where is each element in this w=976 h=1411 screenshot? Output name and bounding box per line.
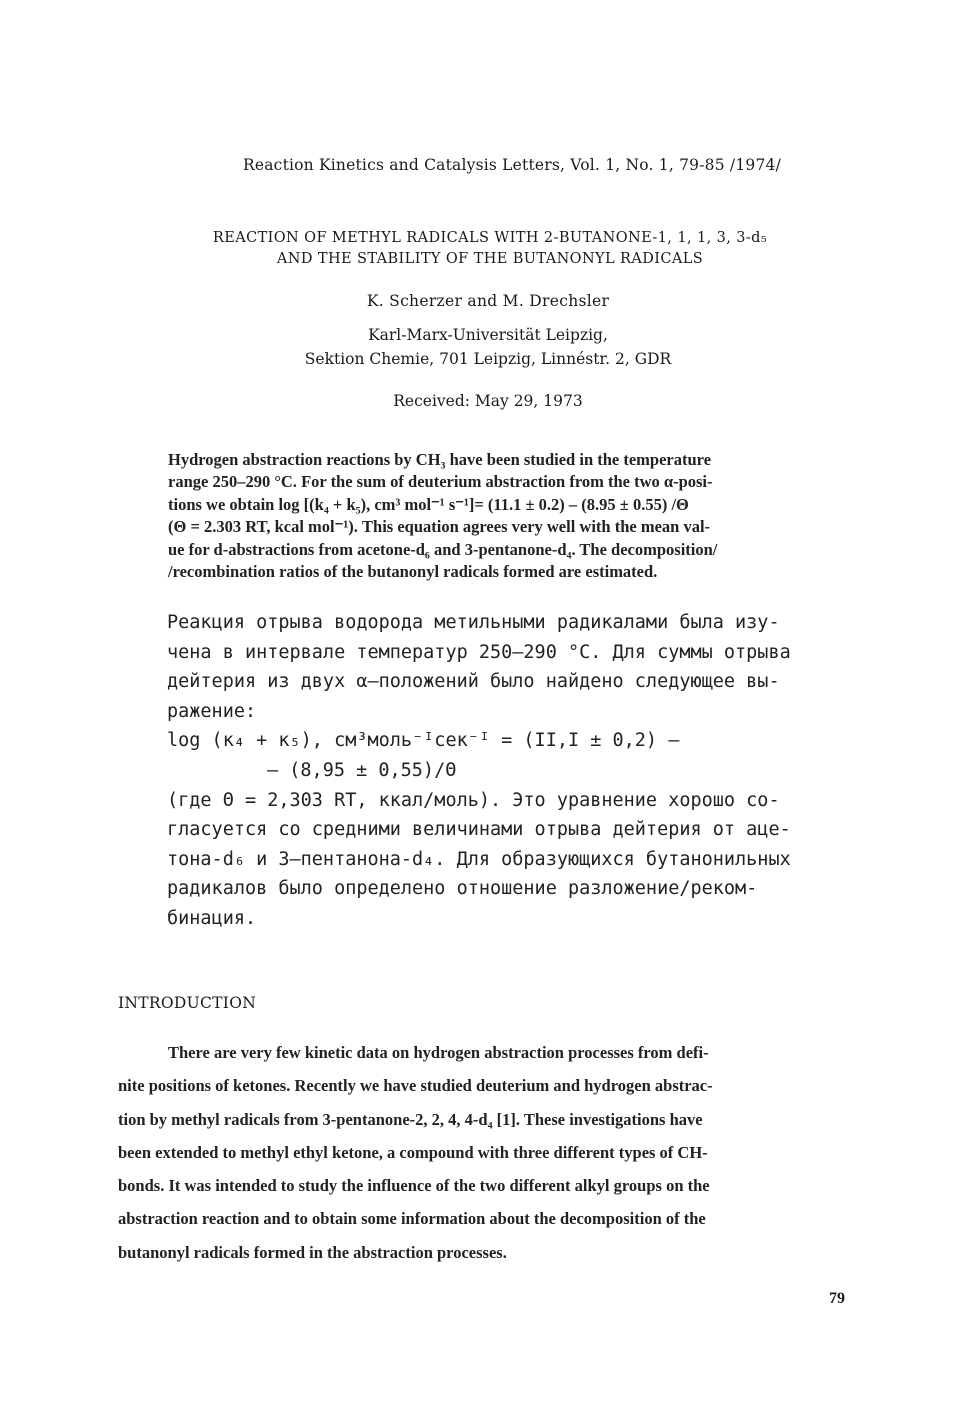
abstract-en-line: /recombination ratios of the butanonyl radicals formed are estimated.	[168, 562, 658, 582]
abstract-ru-line: дейтерия из двух α–положений было найдено следующее вы-	[167, 671, 780, 693]
abstract-ru-line: ражение:	[167, 700, 257, 722]
abstract-ru-line: радикалов было определено отношение разложение/реком-	[167, 878, 758, 900]
abstract-russian	[167, 608, 847, 934]
abstract-ru-equation-continued: – (8,95 ± 0,55)/Θ	[267, 759, 457, 781]
intro-line: nite positions of ketones. Recently we have studied deuterium and hydrogen abstrac-	[118, 1076, 713, 1096]
abstract-ru-line: Реакция отрыва водорода метильными радикалами была изу-	[167, 612, 780, 633]
intro-line: butanonyl radicals formed in the abstraction processes.	[118, 1242, 507, 1262]
intro-line: There are very few kinetic data on hydrogen abstraction processes from defi-	[168, 1043, 709, 1062]
journal-citation: Reaction Kinetics and Catalysis Letters, Vol. 1, No. 1, 79-85 /1974/	[243, 156, 782, 174]
abstract-ru-line: чена в интервале температур 250–290 °C. Для суммы отрыва	[167, 641, 791, 663]
intro-line: abstraction reaction and to obtain some information about the decomposition of the	[118, 1209, 706, 1229]
abstract-en-line: Hydrogen abstraction reactions by CH₃ have been studied in the temperature	[168, 450, 712, 469]
received-date: Received: May 29, 1973	[393, 392, 583, 410]
abstract-ru-line: (где Θ = 2,303 RT, ккал/моль). Это уравнение хорошо со-	[167, 789, 780, 811]
abstract-english	[168, 449, 858, 583]
intro-line: been extended to methyl ethyl ketone, a compound with three different types of CH-	[118, 1142, 708, 1162]
page-number: 79	[829, 1290, 845, 1307]
paper-title	[150, 228, 830, 270]
abstract-ru-line: тона-d₆ и 3–пентанона-d₄. Для образующихся бутанонильных	[167, 848, 791, 870]
introduction-paragraph	[118, 1036, 848, 1269]
abstract-ru-line: бинация.	[167, 907, 257, 929]
abstract-ru-line: гласуется со средними величинами отрыва дейтерия от аце-	[167, 819, 791, 841]
affiliation-line-1: Karl-Marx-Universität Leipzig,	[368, 326, 608, 344]
affiliation	[0, 323, 976, 371]
title-line-2: AND THE STABILITY OF THE BUTANONYL RADICALS	[276, 251, 704, 267]
title-line-1: REACTION OF METHYL RADICALS WITH 2-BUTANONE-1, 1, 1, 3, 3-d₅	[212, 230, 768, 246]
abstract-en-line: tions we obtain log [(k₄ + k₅), cm³ mol⁻¹ s⁻¹]= (11.1 ± 0.2) – (8.95 ± 0.55) /Θ	[168, 494, 689, 514]
authors: K. Scherzer and M. Drechsler	[366, 292, 610, 310]
abstract-en-line: ue for d-abstractions from acetone-d₆ and 3-pentanone-d₄. The decomposition/	[168, 539, 718, 559]
abstract-ru-equation: log (к₄ + к₅), см³моль⁻ᴵсек⁻ᴵ = (II,I ± 0,2) –	[167, 730, 680, 752]
abstract-en-line: range 250–290 °C. For the sum of deuterium abstraction from the two α-posi-	[168, 472, 713, 492]
intro-line: bonds. It was intended to study the influence of the two different alkyl groups on the	[118, 1176, 710, 1196]
affiliation-line-2: Sektion Chemie, 701 Leipzig, Linnéstr. 2, GDR	[304, 350, 672, 368]
section-heading-introduction: INTRODUCTION	[118, 994, 257, 1012]
intro-line: tion by methyl radicals from 3-pentanone-2, 2, 4, 4-d₄ [1]. These investigations have	[118, 1109, 703, 1129]
abstract-en-line: (Θ = 2.303 RT, kcal mol⁻¹). This equation agrees very well with the mean val-	[168, 517, 711, 537]
